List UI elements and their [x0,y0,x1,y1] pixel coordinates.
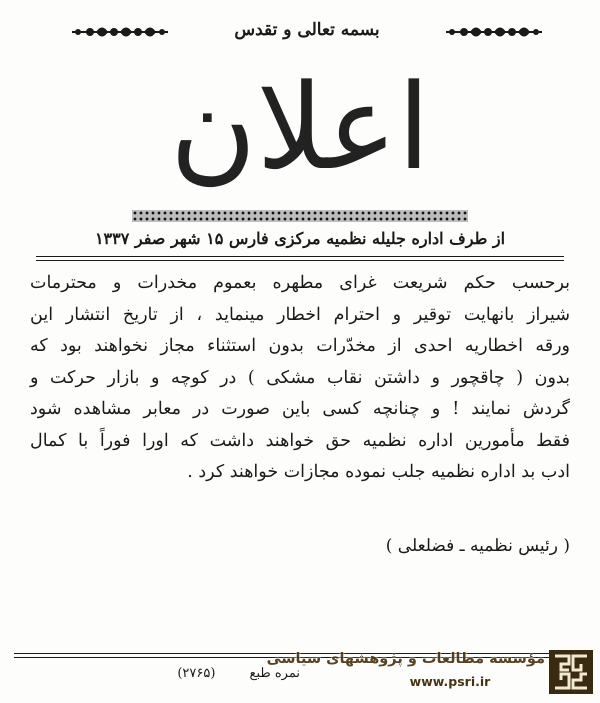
announcement-body [30,268,570,568]
watermark-url: www.psri.ir [409,674,491,689]
floral-ornament-icon [72,20,168,44]
page-title: اعلان [169,58,431,196]
print-label: نمره طبع [249,666,300,681]
issuer-line: از طرف اداره جلیله نظمیه مرکزی فارس ۱۵ شهر صفر ۱۳۳۷ [94,229,506,248]
floral-ornament-icon [446,20,542,44]
invocation-row [72,14,542,52]
body-line: گردش نمایند ! و چنانچه کسی باین صورت در معابر مشاهده شود [30,399,570,419]
body-line: بدون ( چاقچور و داشتن نقاب مشکی ) در کوچه و بازار حرکت و [30,367,570,388]
divider [36,260,564,261]
divider [36,256,564,257]
decorative-band [132,210,468,222]
watermark-text: مؤسسه مطالعات و پژوهشهای سیاسی [266,651,545,667]
signature: ( رئیس نظمیه ـ فضلعلی ) [385,536,570,556]
body-line: ورقه اخطاریه احدی از مخدّرات بدون استثناء مجاز نخواهند بود که [30,336,570,356]
body-line: فقط مأمورین اداره نظمیه حق خواهند داشت که اورا فوراً با کمال [30,430,570,451]
invocation-text: بسمه تعالی و تقدس [234,20,380,40]
print-number: (۲۷۶۵) [177,666,216,681]
body-line: برحسب حکم شریعت غرای مطهره بعموم مخدرات و محترمات [30,273,570,293]
body-line: ادب بد اداره نظمیه جلب نموده مجازات خواهند کرد . [187,462,570,482]
institute-logo-icon [549,650,593,694]
body-line: شیراز بانهایت توقیر و احترام اخطار مینماید ، از تاریخ انتشار این [30,304,570,325]
